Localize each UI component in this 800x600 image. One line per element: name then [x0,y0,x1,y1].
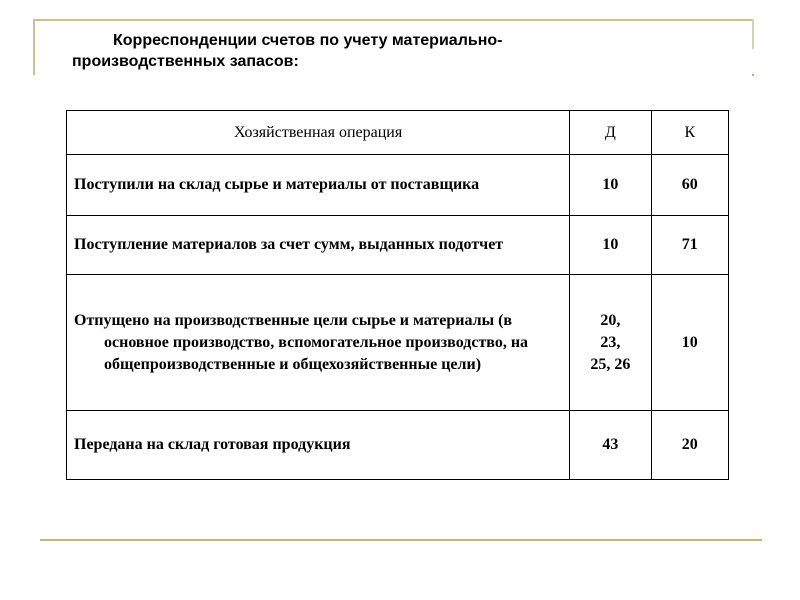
credit-cell: 10 [651,275,728,411]
operation-cell [67,411,570,480]
debit-value-line: 20, [600,311,621,329]
debit-value-line: 23, [600,333,621,351]
slide-title-line-2: производственных запасов: [72,53,299,70]
credit-cell: 20 [651,411,728,480]
table-header-row [67,111,729,155]
debit-cell [570,275,651,411]
debit-value-line: 25, 26 [590,355,631,373]
table-row [67,155,729,216]
debit-cell: 10 [570,216,651,275]
slide-title [72,30,732,72]
debit-cell: 10 [570,155,651,216]
operation-text: Поступление материалов за счет сумм, выданных подотчет [74,236,504,253]
header-credit: К [651,111,728,155]
operation-text: Поступили на склад сырье и материалы от поставщика [74,176,480,193]
table-row [67,216,729,275]
header-operation: Хозяйственная операция [67,111,570,155]
header-debit: Д [570,111,651,155]
frame-right-line [752,19,754,49]
frame-left-line [33,19,35,75]
frame-dot [752,74,754,76]
slide-title-line-1: Корреспонденции счетов по учету материально- [113,32,503,49]
operation-text: Отпущено на производственные цели сырье и материалы (в основное производство, вспомогательное производство, на общепроизводственные и общехозяйственные цели) [74,311,529,373]
operation-text: Передана на склад готовая продукция [74,436,351,453]
operation-cell [67,275,570,411]
table-row [67,411,729,480]
frame-bottom-line [40,539,762,541]
credit-cell: 71 [651,216,728,275]
operation-cell [67,216,570,275]
credit-cell: 60 [651,155,728,216]
debit-cell: 43 [570,411,651,480]
frame-top-line [35,19,754,21]
table-row [67,275,729,411]
operation-cell [67,155,570,216]
accounts-table [66,110,729,480]
